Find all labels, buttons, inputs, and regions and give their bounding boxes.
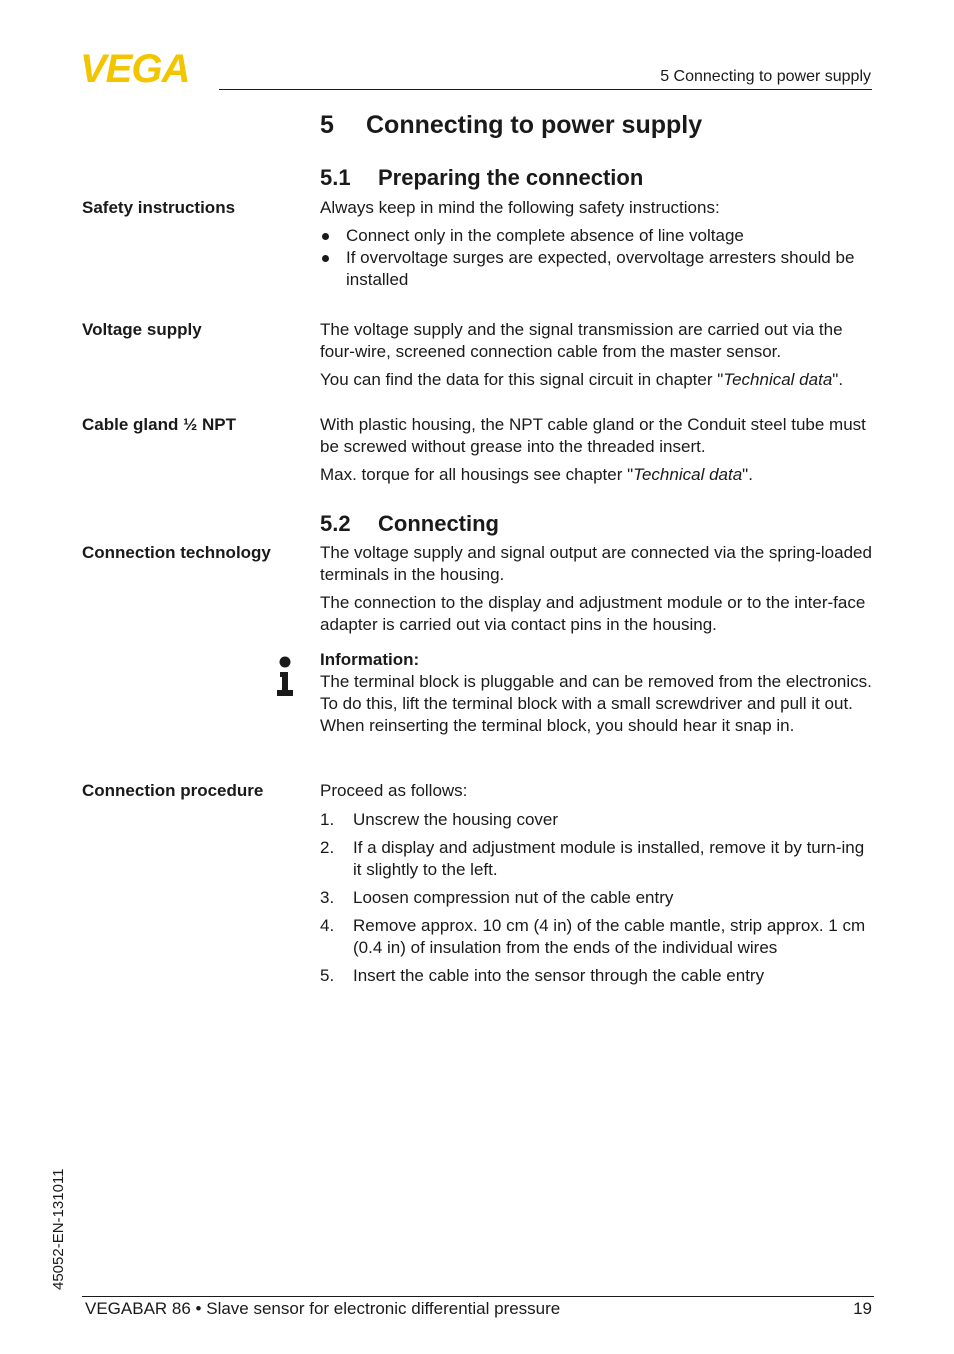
vega-logo: [80, 50, 214, 86]
info-title: Information:: [320, 650, 420, 669]
list-item: If overvoltage surges are expected, overvoltage arresters should be installed: [320, 247, 875, 291]
tech-paragraph-1: The voltage supply and signal output are connected via the spring-loaded terminals in the housing.: [320, 543, 872, 584]
section-title: Preparing the connection: [378, 165, 644, 190]
cable-reference: Max. torque for all housings see chapter "Technical data".: [320, 465, 753, 484]
info-text: The terminal block is pluggable and can be removed from the electronics. To do this, lift the terminal block with a small screwdriver and pull it out. When reinserting the terminal block, you should hear it snap in.: [320, 672, 872, 735]
bullet-icon: [322, 255, 329, 262]
voltage-paragraph: The voltage supply and the signal transmission are carried out via the four-wire, screened connection cable from the master sensor.: [320, 320, 843, 361]
side-label-safety: Safety instructions: [82, 198, 236, 217]
voltage-block: [320, 319, 875, 391]
list-item: 4. Remove approx. 10 cm (4 in) of the cable mantle, strip approx. 1 cm (0.4 in) of insulation from the ends of the individual wires: [320, 916, 866, 957]
procedure-intro: Proceed as follows:: [320, 781, 468, 800]
section-title: Connecting: [378, 511, 499, 536]
procedure-block: [320, 780, 875, 987]
footer-title: VEGABAR 86 • Slave sensor for electronic differential pressure: [85, 1299, 561, 1318]
chapter-number: 5: [320, 111, 334, 139]
side-label-cable-gland: Cable gland ½ NPT: [82, 415, 236, 434]
chapter-heading: [320, 111, 702, 140]
tech-paragraph-2: The connection to the display and adjustment module or to the inter-face adapter is carried out via contact pins in the housing.: [320, 593, 866, 634]
cable-paragraph: With plastic housing, the NPT cable gland or the Conduit steel tube must be screwed without grease into the threaded insert.: [320, 415, 866, 456]
cable-block: [320, 414, 875, 486]
side-label-voltage: Voltage supply: [82, 320, 202, 339]
svg-text:VEGA: VEGA: [80, 50, 190, 86]
list-item: 1. Unscrew the housing cover: [320, 810, 559, 829]
section-heading-5-2: [320, 511, 499, 537]
side-label-connection-procedure: Connection procedure: [82, 781, 264, 800]
voltage-reference: You can find the data for this signal circuit in chapter "Technical data".: [320, 370, 844, 389]
bullet-icon: [322, 233, 329, 240]
safety-block: [320, 197, 875, 291]
header-divider: [219, 89, 872, 90]
section-heading-5-1: [320, 165, 643, 191]
tech-block: [320, 542, 875, 636]
list-item: 3. Loosen compression nut of the cable entry: [320, 888, 674, 907]
list-item: 5. Insert the cable into the sensor through the cable entry: [320, 966, 765, 985]
chapter-title: Connecting to power supply: [366, 111, 703, 139]
section-number: 5.1: [320, 165, 351, 190]
footer-divider: [82, 1296, 874, 1297]
header-chapter-ref: 5 Connecting to power supply: [660, 68, 871, 85]
page-number: 19: [853, 1299, 872, 1318]
side-label-connection-technology: Connection technology: [82, 543, 271, 562]
list-item: Connect only in the complete absence of line voltage: [320, 225, 875, 247]
info-block: [320, 649, 875, 737]
section-number: 5.2: [320, 511, 351, 536]
info-icon: [276, 656, 294, 696]
list-item: 2. If a display and adjustment module is installed, remove it by turn-ing it slightly to the left.: [320, 838, 865, 879]
document-id: 45052-EN-131011: [50, 1168, 67, 1290]
safety-intro: Always keep in mind the following safety instructions:: [320, 198, 720, 217]
